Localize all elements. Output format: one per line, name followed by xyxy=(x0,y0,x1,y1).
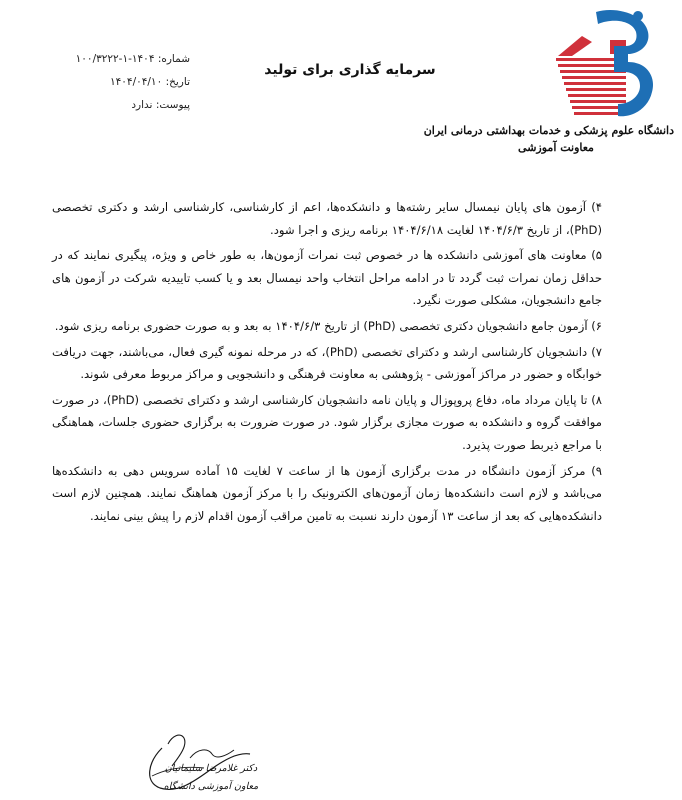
paragraph-4: ۴) آزمون های پایان نیمسال سایر رشته‌ها و دانشکده‌ها، اعم از کارشناسی، کارشناسی ارشد و دکتری تخصصی (PhD)، از تاریخ ۱۴۰۴/۶/۳ لغایت ۱۴۰۴/۶/۱۸ برنامه ریزی و اجرا شود. xyxy=(52,200,602,237)
paragraph-5: ۵) معاونت های آموزشی دانشکده ها در خصوص ثبت نمرات آزمون‌ها، به طور خاص و ویژه، پیگیری نمایند که در حداقل زمان نمرات ثبت گردد تا در ادامه مراحل انتخاب واحد نیمسال بعد و یا کسب تاییدیه شرکت در آزمون های جامع دانشجویان، مشکلی صورت نگیرد. xyxy=(52,248,602,308)
letter-date xyxy=(40,71,190,94)
university-name-block xyxy=(423,122,674,156)
department-name: معاونت آموزشی xyxy=(518,141,594,154)
date-label: تاریخ: xyxy=(165,76,190,88)
signatory-name: دکتر غلامرضا سلیمانیان xyxy=(164,763,258,774)
paragraph-8: ۸) تا پایان مرداد ماه، دفاع پروپوزال و پایان نامه دانشجویان کارشناسی ارشد و دکترای تخصصی (PhD)، در صورت موافقت گروه و دانشکده به صورت مجازی برگزار شود. در صورت ضرورت به برگزاری حضوری جلسات، هماهنگی با مراجع ذیربط صورت پذیرد. xyxy=(52,392,602,452)
university-name: دانشگاه علوم پزشکی و خدمات بهداشتی درمانی ایران xyxy=(423,124,674,137)
number-label: شماره: xyxy=(157,53,190,65)
attachment-value: ندارد xyxy=(131,99,153,111)
paragraph-7: ۷) دانشجویان کارشناسی ارشد و دکترای تخصصی (PhD)، که در مرحله نمونه گیری فعال، می‌باشند، جهت دریافت خوابگاه و حضور در مراکز آموزشی - پژوهشی به معاونت فرهنگی و دانشجویی و مراکز مربوط معرفی شوند. xyxy=(52,344,602,382)
letter-number xyxy=(40,48,190,71)
letter-body xyxy=(52,196,602,530)
paragraph-6: ۶) آزمون جامع دانشجویان دکتری تخصصی (PhD) از تاریخ ۱۴۰۴/۶/۳ به بعد و به صورت حضوری برنامه ریزی شود. xyxy=(54,318,602,333)
attachment-label: پیوست: xyxy=(155,99,190,111)
signatory-block xyxy=(146,760,276,796)
letter-metadata xyxy=(40,48,190,117)
letter-attachment xyxy=(40,94,190,117)
date-value: ۱۴۰۴/۰۴/۱۰ xyxy=(110,76,163,88)
number-value: ۱۴۰۴-۱-۱۰۰/۳۲۲۲ xyxy=(75,53,155,65)
paragraph-9: ۹) مرکز آزمون دانشگاه در مدت برگزاری آزمون ها از ساعت ۷ لغایت ۱۵ آماده سرویس دهی به دانشکده‌ها می‌باشد و لازم است دانشکده‌ها زمان آزمون‌های الکترونیک را با مرکز آزمون هماهنگ نمایند. همچنین لازم است دانشکده‌هایی که بعد از ساعت ۱۳ آزمون دارند نسبت به تامین مراقب آزمون اقدام لازم را پیش بینی نمایند. xyxy=(52,463,603,523)
signatory-title: معاون آموزشی دانشگاه xyxy=(163,781,259,792)
slogan: سرمایه گذاری برای تولید xyxy=(264,62,436,78)
university-logo xyxy=(552,6,658,122)
